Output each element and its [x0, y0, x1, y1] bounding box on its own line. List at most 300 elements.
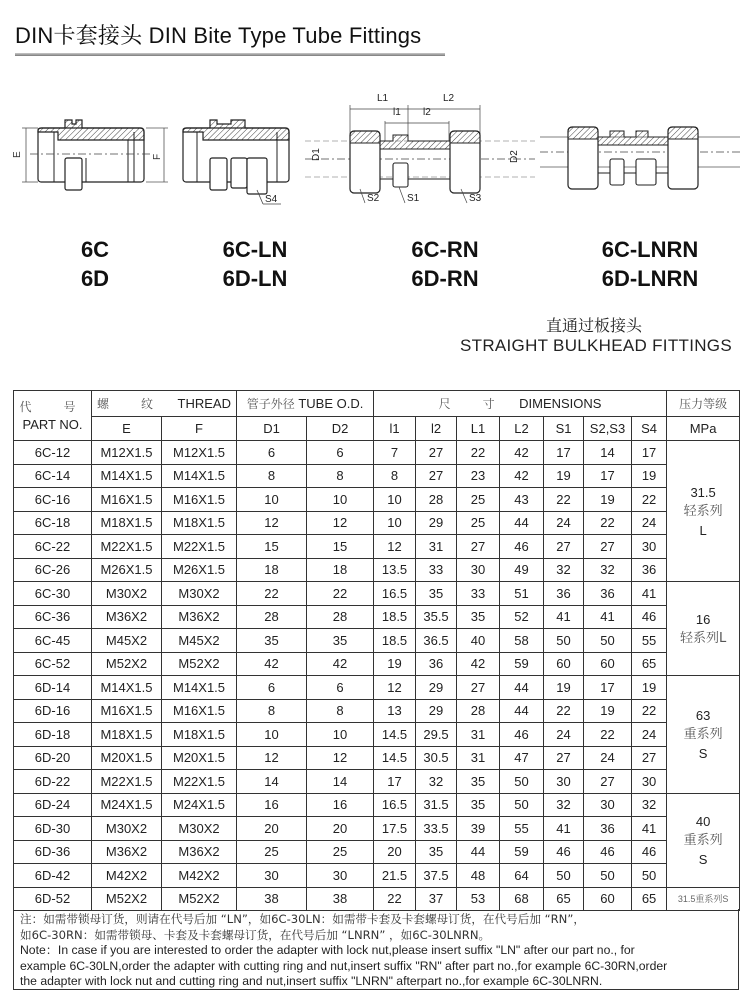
- table-cell: 41: [544, 817, 584, 841]
- table-cell: M18X1.5: [92, 723, 162, 747]
- header-e: E: [92, 417, 162, 441]
- header-l2: L2: [500, 417, 544, 441]
- table-cell: 6: [307, 676, 374, 700]
- table-cell: 12: [374, 676, 416, 700]
- header-tube-od-en: TUBE O.D.: [298, 396, 364, 411]
- svg-text:l1: l1: [393, 107, 401, 118]
- table-row: [14, 441, 740, 465]
- table-cell: 42: [237, 652, 307, 676]
- table-cell: M30X2: [162, 817, 237, 841]
- table-cell: 31.5: [416, 793, 457, 817]
- table-cell: 64: [500, 864, 544, 888]
- table-cell: 29: [416, 511, 457, 535]
- note-en-line-2: example 6C-30LN,order the adapter with cutting ring and nut,insert suffix "RN" after part no.,for example 6C-30RN,order: [20, 958, 668, 973]
- table-cell: 49: [500, 558, 544, 582]
- table-cell: 14: [237, 770, 307, 794]
- table-row: [14, 887, 740, 911]
- model-label-6c-ln: [200, 235, 310, 293]
- table-cell: M42X2: [92, 864, 162, 888]
- header-tube-od: [237, 391, 374, 417]
- table-cell: 60: [544, 652, 584, 676]
- model-label-line2: 6D-RN: [411, 266, 479, 291]
- table-cell: 44: [500, 699, 544, 723]
- pressure-series-cn: 重系列: [683, 726, 723, 742]
- table-row: [14, 793, 740, 817]
- table-cell: 27: [632, 746, 667, 770]
- table-cell: M16X1.5: [92, 699, 162, 723]
- table-cell: 50: [544, 629, 584, 653]
- table-cell: 43: [500, 488, 544, 512]
- table-cell: 65: [632, 652, 667, 676]
- table-cell: 27: [544, 746, 584, 770]
- pressure-value: 31.5重系列S: [677, 894, 729, 905]
- header-f: F: [162, 417, 237, 441]
- table-cell: 24: [584, 746, 632, 770]
- table-cell: 12: [307, 511, 374, 535]
- part-number-cell: 6C-26: [14, 558, 92, 582]
- table-cell: 24: [632, 723, 667, 747]
- table-cell: 18: [307, 558, 374, 582]
- part-number-cell: 6D-30: [14, 817, 92, 841]
- table-cell: 59: [500, 840, 544, 864]
- table-cell: 19: [544, 676, 584, 700]
- table-cell: 20: [307, 817, 374, 841]
- table-cell: M14X1.5: [92, 676, 162, 700]
- table-cell: 19: [632, 464, 667, 488]
- table-cell: 10: [237, 723, 307, 747]
- table-cell: M22X1.5: [92, 770, 162, 794]
- table-cell: 24: [632, 511, 667, 535]
- table-cell: 6: [307, 441, 374, 465]
- table-cell: M52X2: [162, 652, 237, 676]
- table-cell: 50: [584, 864, 632, 888]
- table-cell: 22: [457, 441, 500, 465]
- table-cell: 22: [544, 488, 584, 512]
- table-cell: 46: [584, 840, 632, 864]
- pressure-value: 31.5: [690, 484, 716, 500]
- table-cell: 35: [307, 629, 374, 653]
- part-number-cell: 6C-45: [14, 629, 92, 653]
- table-cell: M30X2: [92, 582, 162, 606]
- table-row: [14, 582, 740, 606]
- table-cell: 21.5: [374, 864, 416, 888]
- svg-text:S4: S4: [265, 194, 278, 205]
- table-cell: M36X2: [92, 605, 162, 629]
- table-cell: 33: [416, 558, 457, 582]
- table-cell: 17: [374, 770, 416, 794]
- table-cell: 12: [374, 535, 416, 559]
- table-cell: 44: [500, 511, 544, 535]
- header-dimensions-cn: 尺 寸: [438, 397, 505, 411]
- table-row: [14, 840, 740, 864]
- part-number-cell: 6D-20: [14, 746, 92, 770]
- pressure-value: 16: [695, 611, 711, 627]
- svg-text:S2: S2: [367, 193, 380, 204]
- table-cell: 19: [584, 488, 632, 512]
- svg-text:E: E: [12, 151, 23, 158]
- pressure-series-cn: 轻系列L: [679, 630, 727, 646]
- table-cell: M20X1.5: [92, 746, 162, 770]
- table-cell: M52X2: [92, 652, 162, 676]
- table-cell: 10: [374, 488, 416, 512]
- table-cell: M26X1.5: [162, 558, 237, 582]
- table-cell: M20X1.5: [162, 746, 237, 770]
- table-cell: 30: [307, 864, 374, 888]
- table-cell: 65: [632, 887, 667, 911]
- table-cell: 35: [457, 605, 500, 629]
- pressure-series-code: S: [698, 745, 708, 761]
- pressure-series-code: L: [699, 522, 707, 538]
- table-cell: 36: [544, 582, 584, 606]
- table-cell: 19: [632, 676, 667, 700]
- table-cell: 16.5: [374, 582, 416, 606]
- table-cell: M14X1.5: [92, 464, 162, 488]
- table-cell: 44: [500, 676, 544, 700]
- pressure-value: 40: [695, 813, 711, 829]
- fitting-6c-rn-drawing-icon: [305, 85, 535, 215]
- table-cell: 12: [237, 746, 307, 770]
- table-cell: 7: [374, 441, 416, 465]
- table-cell: 8: [374, 464, 416, 488]
- table-cell: 22: [584, 723, 632, 747]
- table-cell: 53: [457, 887, 500, 911]
- table-row: [14, 770, 740, 794]
- table-cell: M18X1.5: [92, 511, 162, 535]
- table-row: [14, 511, 740, 535]
- table-cell: M12X1.5: [162, 441, 237, 465]
- table-cell: 36.5: [416, 629, 457, 653]
- table-cell: 10: [307, 723, 374, 747]
- table-cell: 35: [457, 793, 500, 817]
- pressure-rating-cell: [667, 887, 740, 911]
- table-cell: 15: [307, 535, 374, 559]
- table-cell: 65: [544, 887, 584, 911]
- table-cell: 14: [584, 441, 632, 465]
- svg-text:D1: D1: [311, 148, 322, 161]
- table-cell: 42: [500, 441, 544, 465]
- table-cell: 17: [632, 441, 667, 465]
- svg-text:L2: L2: [443, 93, 455, 104]
- table-cell: 27: [457, 676, 500, 700]
- table-cell: M14X1.5: [162, 676, 237, 700]
- table-cell: 50: [500, 770, 544, 794]
- svg-text:L1: L1: [377, 93, 389, 104]
- table-cell: 36: [584, 582, 632, 606]
- table-cell: 17.5: [374, 817, 416, 841]
- part-number-cell: 6D-36: [14, 840, 92, 864]
- header-l1-small: l1: [374, 417, 416, 441]
- header-part-no: [14, 391, 92, 441]
- part-number-cell: 6D-16: [14, 699, 92, 723]
- header-mpa: MPa: [667, 417, 740, 441]
- table-cell: 22: [374, 887, 416, 911]
- table-cell: 32: [544, 793, 584, 817]
- table-cell: 18.5: [374, 605, 416, 629]
- table-cell: M26X1.5: [92, 558, 162, 582]
- table-cell: 20: [374, 840, 416, 864]
- table-cell: 55: [632, 629, 667, 653]
- fitting-6c-drawing-icon: [10, 110, 170, 210]
- table-cell: 36: [632, 558, 667, 582]
- pressure-series-cn: 重系列: [683, 832, 723, 848]
- table-cell: M22X1.5: [92, 535, 162, 559]
- table-cell: 52: [500, 605, 544, 629]
- part-number-cell: 6D-22: [14, 770, 92, 794]
- table-row: [14, 558, 740, 582]
- table-cell: 68: [500, 887, 544, 911]
- table-cell: 38: [237, 887, 307, 911]
- table-cell: M18X1.5: [162, 723, 237, 747]
- header-s4: S4: [632, 417, 667, 441]
- table-cell: 28: [416, 488, 457, 512]
- header-thread-en: THREAD: [177, 396, 231, 411]
- table-row: [14, 605, 740, 629]
- table-cell: 28: [237, 605, 307, 629]
- table-cell: 8: [307, 464, 374, 488]
- table-cell: 17: [584, 676, 632, 700]
- title-underline: [15, 53, 445, 56]
- table-cell: 25: [457, 511, 500, 535]
- table-cell: 10: [307, 488, 374, 512]
- table-cell: M36X2: [92, 840, 162, 864]
- table-cell: M24X1.5: [92, 793, 162, 817]
- table-row: [14, 629, 740, 653]
- table-cell: 32: [544, 558, 584, 582]
- table-cell: 20: [237, 817, 307, 841]
- table-cell: 46: [500, 535, 544, 559]
- notes-box: [13, 909, 739, 990]
- table-cell: 17: [544, 441, 584, 465]
- svg-text:D2: D2: [509, 150, 520, 163]
- page-title: DIN卡套接头 DIN Bite Type Tube Fittings: [15, 23, 422, 48]
- table-cell: 42: [307, 652, 374, 676]
- header-s1: S1: [544, 417, 584, 441]
- table-cell: 58: [500, 629, 544, 653]
- table-cell: M36X2: [162, 840, 237, 864]
- table-cell: 6: [237, 676, 307, 700]
- table-cell: 50: [584, 629, 632, 653]
- table-row: [14, 535, 740, 559]
- pressure-rating-cell: [667, 441, 740, 582]
- part-number-cell: 6C-18: [14, 511, 92, 535]
- svg-text:F: F: [152, 153, 163, 160]
- table-row: [14, 699, 740, 723]
- table-cell: 39: [457, 817, 500, 841]
- table-cell: 30: [544, 770, 584, 794]
- table-cell: 27: [416, 464, 457, 488]
- table-cell: 41: [544, 605, 584, 629]
- table-cell: 8: [237, 699, 307, 723]
- table-cell: 32: [632, 793, 667, 817]
- table-cell: 22: [632, 699, 667, 723]
- note-en-line-3: the adapter with lock nut and cutting ring and nut,insert suffix "LNRN" afterpart no.,for example 6C-30LNRN.: [20, 974, 603, 989]
- table-cell: 22: [544, 699, 584, 723]
- table-cell: 46: [632, 840, 667, 864]
- table-cell: 18.5: [374, 629, 416, 653]
- part-number-cell: 6C-16: [14, 488, 92, 512]
- table-cell: M45X2: [92, 629, 162, 653]
- part-number-cell: 6D-42: [14, 864, 92, 888]
- table-cell: 59: [500, 652, 544, 676]
- model-label-line1: 6C-LN: [222, 237, 288, 262]
- table-cell: M22X1.5: [162, 535, 237, 559]
- table-cell: M30X2: [162, 582, 237, 606]
- table-cell: 29: [416, 699, 457, 723]
- table-row: [14, 652, 740, 676]
- svg-text:S3: S3: [469, 193, 482, 204]
- table-cell: 19: [544, 464, 584, 488]
- header-d2: D2: [307, 417, 374, 441]
- table-cell: 28: [457, 699, 500, 723]
- table-cell: 31: [416, 535, 457, 559]
- fitting-6c-ln-drawing-icon: [175, 110, 300, 220]
- table-cell: 14.5: [374, 746, 416, 770]
- table-cell: 16.5: [374, 793, 416, 817]
- svg-text:l2: l2: [423, 107, 431, 118]
- table-cell: 17: [584, 464, 632, 488]
- table-cell: 50: [544, 864, 584, 888]
- header-d1: D1: [237, 417, 307, 441]
- table-cell: M16X1.5: [162, 699, 237, 723]
- table-cell: 28: [307, 605, 374, 629]
- table-cell: 24: [544, 723, 584, 747]
- header-l1: L1: [457, 417, 500, 441]
- table-cell: 30: [457, 558, 500, 582]
- table-cell: 23: [457, 464, 500, 488]
- table-cell: 31: [457, 723, 500, 747]
- table-cell: M52X2: [92, 887, 162, 911]
- table-cell: 27: [544, 535, 584, 559]
- pressure-series-code: S: [698, 851, 708, 867]
- table-cell: 50: [632, 864, 667, 888]
- pressure-rating-cell: [667, 582, 740, 676]
- table-cell: 41: [632, 582, 667, 606]
- table-cell: 46: [632, 605, 667, 629]
- table-cell: 16: [237, 793, 307, 817]
- model-label-6c-rn: [390, 235, 500, 293]
- part-number-cell: 6D-24: [14, 793, 92, 817]
- table-row: [14, 746, 740, 770]
- header-s2-s3: S2,S3: [584, 417, 632, 441]
- header-pressure-cn: 压力等级: [679, 397, 728, 411]
- subtitle-cn: 直通过板接头: [546, 318, 643, 335]
- table-cell: 29: [416, 676, 457, 700]
- table-cell: 33: [457, 582, 500, 606]
- table-cell: M45X2: [162, 629, 237, 653]
- model-label-line2: 6D-LNRN: [601, 266, 699, 291]
- table-cell: 14.5: [374, 723, 416, 747]
- table-cell: 41: [632, 817, 667, 841]
- table-cell: 60: [584, 652, 632, 676]
- header-l2-small: l2: [416, 417, 457, 441]
- subtitle-en: STRAIGHT BULKHEAD FITTINGS: [460, 336, 732, 355]
- table-cell: 48: [457, 864, 500, 888]
- table-row: [14, 864, 740, 888]
- table-cell: 44: [457, 840, 500, 864]
- model-label-line1: 6C-RN: [411, 237, 479, 262]
- part-number-cell: 6D-14: [14, 676, 92, 700]
- note-cn-line-1: 注：如需带锁母订货，则请在代号后加 “LN”，如6C-30LN：如需带卡套及卡套螺母订货，在代号后加 “RN”，: [20, 912, 585, 926]
- table-cell: 51: [500, 582, 544, 606]
- table-cell: 50: [500, 793, 544, 817]
- table-cell: 25: [237, 840, 307, 864]
- table-row: [14, 464, 740, 488]
- pressure-series-cn: 轻系列: [683, 503, 723, 519]
- table-cell: 36: [416, 652, 457, 676]
- table-cell: M14X1.5: [162, 464, 237, 488]
- table-cell: 35.5: [416, 605, 457, 629]
- table-cell: 8: [307, 699, 374, 723]
- table-cell: 30.5: [416, 746, 457, 770]
- table-cell: 38: [307, 887, 374, 911]
- pressure-rating-cell: [667, 676, 740, 794]
- table-cell: 22: [632, 488, 667, 512]
- table-row: [14, 817, 740, 841]
- table-cell: 19: [374, 652, 416, 676]
- header-thread-cn: 螺 纹: [97, 397, 164, 411]
- part-number-cell: 6D-52: [14, 887, 92, 911]
- table-cell: 6: [237, 441, 307, 465]
- part-number-cell: 6D-18: [14, 723, 92, 747]
- table-cell: 46: [544, 840, 584, 864]
- model-label-6c-lnrn: [585, 235, 715, 293]
- table-cell: M24X1.5: [162, 793, 237, 817]
- table-cell: 35: [416, 840, 457, 864]
- table-cell: 35: [457, 770, 500, 794]
- header-dimensions: [374, 391, 667, 417]
- table-cell: M22X1.5: [162, 770, 237, 794]
- table-cell: 14: [307, 770, 374, 794]
- table-cell: 30: [584, 793, 632, 817]
- table-cell: 35: [237, 629, 307, 653]
- table-cell: M18X1.5: [162, 511, 237, 535]
- table-cell: 29.5: [416, 723, 457, 747]
- model-label-line1: 6C-LNRN: [601, 237, 699, 262]
- table-row: [14, 676, 740, 700]
- fitting-6c-lnrn-drawing-icon: [540, 115, 740, 195]
- table-cell: M12X1.5: [92, 441, 162, 465]
- table-cell: 41: [584, 605, 632, 629]
- table-cell: 55: [500, 817, 544, 841]
- model-label-6c: [60, 235, 130, 293]
- table-cell: 22: [584, 511, 632, 535]
- part-number-cell: 6C-14: [14, 464, 92, 488]
- header-dimensions-en: DIMENSIONS: [519, 396, 602, 411]
- table-cell: 12: [237, 511, 307, 535]
- part-number-cell: 6C-12: [14, 441, 92, 465]
- table-cell: 30: [632, 535, 667, 559]
- spec-table: [13, 390, 740, 911]
- note-cn-line-2: 如6C-30RN：如需带锁母、卡套及卡套螺母订货，在代号后加 “LNRN” ，如6C-30LNRN。: [20, 927, 491, 942]
- header-tube-od-cn: 管子外径: [246, 397, 295, 411]
- table-cell: 42: [457, 652, 500, 676]
- table-cell: 24: [544, 511, 584, 535]
- table-cell: 36: [584, 817, 632, 841]
- table-row: [14, 723, 740, 747]
- table-cell: M16X1.5: [162, 488, 237, 512]
- table-cell: 22: [237, 582, 307, 606]
- part-number-cell: 6C-52: [14, 652, 92, 676]
- part-number-cell: 6C-30: [14, 582, 92, 606]
- pressure-value: 63: [695, 707, 711, 723]
- table-cell: 19: [584, 699, 632, 723]
- table-cell: 60: [584, 887, 632, 911]
- table-cell: 37.5: [416, 864, 457, 888]
- table-cell: 25: [307, 840, 374, 864]
- table-cell: M30X2: [92, 817, 162, 841]
- table-cell: 27: [416, 441, 457, 465]
- header-thread: [92, 391, 237, 417]
